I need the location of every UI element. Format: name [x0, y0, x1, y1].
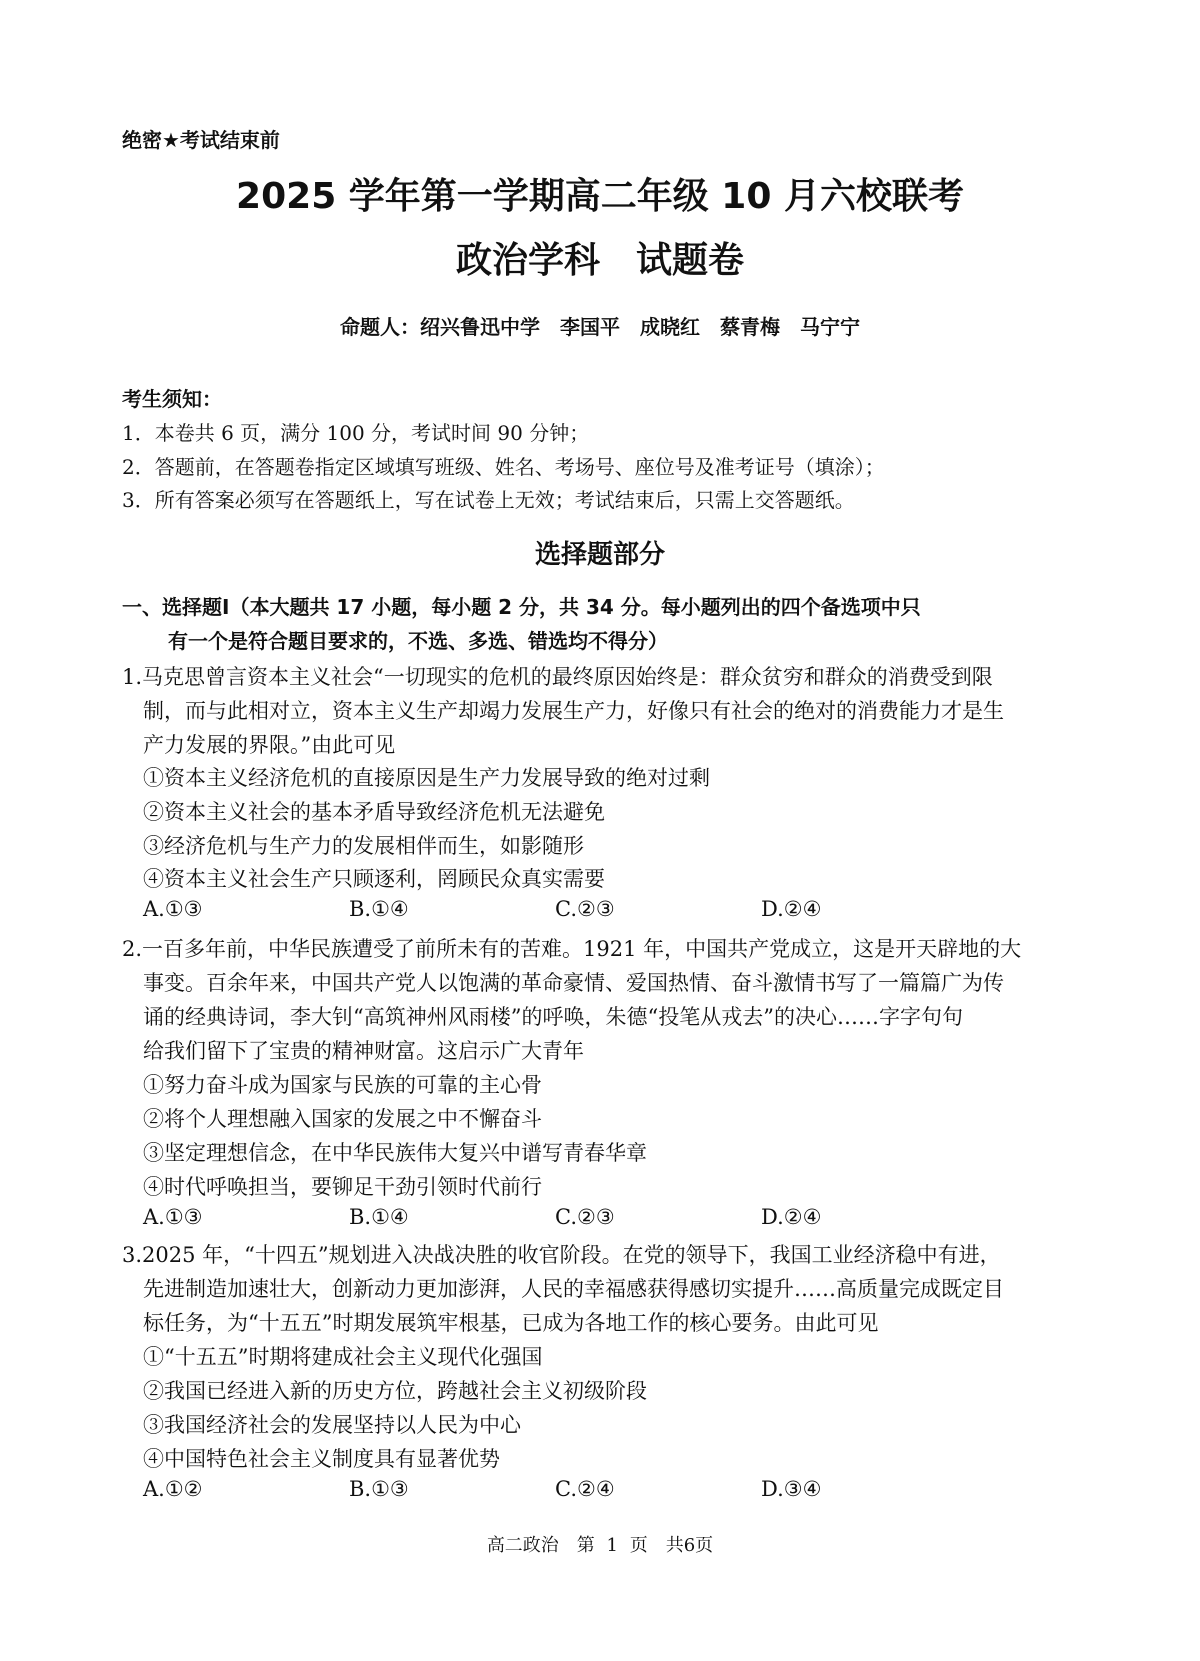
- question-3-statement: ④中国特色社会主义制度具有显著优势: [143, 1447, 500, 1471]
- question-1-statement: ④资本主义社会生产只顾逐利，罔顾民众真实需要: [143, 867, 605, 891]
- notice-item: 2．答题前，在答题卷指定区域填写班级、姓名、考场号、座位号及准考证号（填涂）；: [122, 455, 885, 479]
- question-1-stem: 产力发展的界限。”由此可见: [143, 733, 396, 757]
- question-2-stem: 2.一百多年前，中华民族遭受了前所未有的苦难。1921 年，中国共产党成立，这是开天辟地的大: [122, 937, 1022, 961]
- question-1-choice-b: B.①④: [349, 897, 409, 921]
- notice-heading: 考生须知：: [122, 387, 222, 411]
- question-2-stem: 给我们留下了宝贵的精神财富。这启示广大青年: [143, 1039, 584, 1063]
- part-heading-cont: 有一个是符合题目要求的，不选、多选、错选均不得分）: [168, 629, 668, 653]
- question-3-statement: ③我国经济社会的发展坚持以人民为中心: [143, 1413, 521, 1437]
- question-3-choice-a: A.①②: [143, 1477, 203, 1501]
- question-1-statement: ③经济危机与生产力的发展相伴而生，如影随形: [143, 834, 584, 858]
- question-2-choice-c: C.②③: [555, 1205, 615, 1229]
- question-1-stem: 制，而与此相对立，资本主义生产却竭力发展生产力，好像只有社会的绝对的消费能力才是生: [143, 699, 1004, 723]
- question-3-choice-d: D.③④: [761, 1477, 822, 1501]
- question-1-statement: ①资本主义经济危机的直接原因是生产力发展导致的绝对过剩: [143, 766, 710, 790]
- question-2-choice-b: B.①④: [349, 1205, 409, 1229]
- exam-subtitle: 政治学科 试题卷: [455, 240, 744, 281]
- question-2-stem: 诵的经典诗词，李大钊“高筑神州风雨楼”的呼唤，朱德“投笔从戎去”的决心……字字句句: [143, 1005, 963, 1029]
- exam-title: 2025 学年第一学期高二年级 10 月六校联考: [236, 176, 964, 217]
- question-3-stem: 3.2025 年，“十四五”规划进入决战决胜的收官阶段。在党的领导下，我国工业经济稳中有进，: [122, 1243, 1001, 1267]
- question-1-stem: 1.马克思曾言资本主义社会“一切现实的危机的最终原因始终是：群众贫穷和群众的消费受到限: [122, 665, 993, 689]
- question-1-statement: ②资本主义社会的基本矛盾导致经济危机无法避免: [143, 800, 605, 824]
- authors-line: 命题人：绍兴鲁迅中学 李国平 成晓红 蔡青梅 马宁宁: [340, 315, 860, 339]
- question-1-choice-a: A.①③: [143, 897, 203, 921]
- page-footer: 高二政治 第 1 页 共6页: [486, 1535, 714, 1556]
- question-2-statement: ④时代呼唤担当，要铆足干劲引领时代前行: [143, 1175, 542, 1199]
- notice-item: 1．本卷共 6 页，满分 100 分，考试时间 90 分钟；: [122, 421, 590, 445]
- question-2-statement: ①努力奋斗成为国家与民族的可靠的主心骨: [143, 1073, 542, 1097]
- question-1-choice-c: C.②③: [555, 897, 615, 921]
- question-3-statement: ②我国已经进入新的历史方位，跨越社会主义初级阶段: [143, 1379, 647, 1403]
- question-3-stem: 标任务，为“十五五”时期发展筑牢根基，已成为各地工作的核心要务。由此可见: [143, 1311, 879, 1335]
- part-heading: 一、选择题Ⅰ（本大题共 17 小题，每小题 2 分，共 34 分。每小题列出的四个备选项中只: [122, 595, 921, 619]
- question-3-choice-b: B.①③: [349, 1477, 409, 1501]
- question-1-choice-d: D.②④: [761, 897, 822, 921]
- question-3-statement: ①“十五五”时期将建成社会主义现代化强国: [143, 1345, 543, 1369]
- question-2-choice-d: D.②④: [761, 1205, 822, 1229]
- question-2-stem: 事变。百余年来，中国共产党人以饱满的革命豪情、爱国热情、奋斗激情书写了一篇篇广为传: [143, 971, 1004, 995]
- question-3-stem: 先进制造加速壮大，创新动力更加澎湃，人民的幸福感获得感切实提升……高质量完成既定目: [143, 1277, 1004, 1301]
- question-2-choice-a: A.①③: [143, 1205, 203, 1229]
- secret-mark: 绝密★考试结束前: [122, 128, 280, 152]
- question-2-statement: ②将个人理想融入国家的发展之中不懈奋斗: [143, 1107, 542, 1131]
- notice-item: 3．所有答案必须写在答题纸上，写在试卷上无效；考试结束后，只需上交答题纸。: [122, 488, 855, 512]
- section-title: 选择题部分: [534, 540, 665, 570]
- question-2-statement: ③坚定理想信念，在中华民族伟大复兴中谱写青春华章: [143, 1141, 647, 1165]
- question-3-choice-c: C.②④: [555, 1477, 615, 1501]
